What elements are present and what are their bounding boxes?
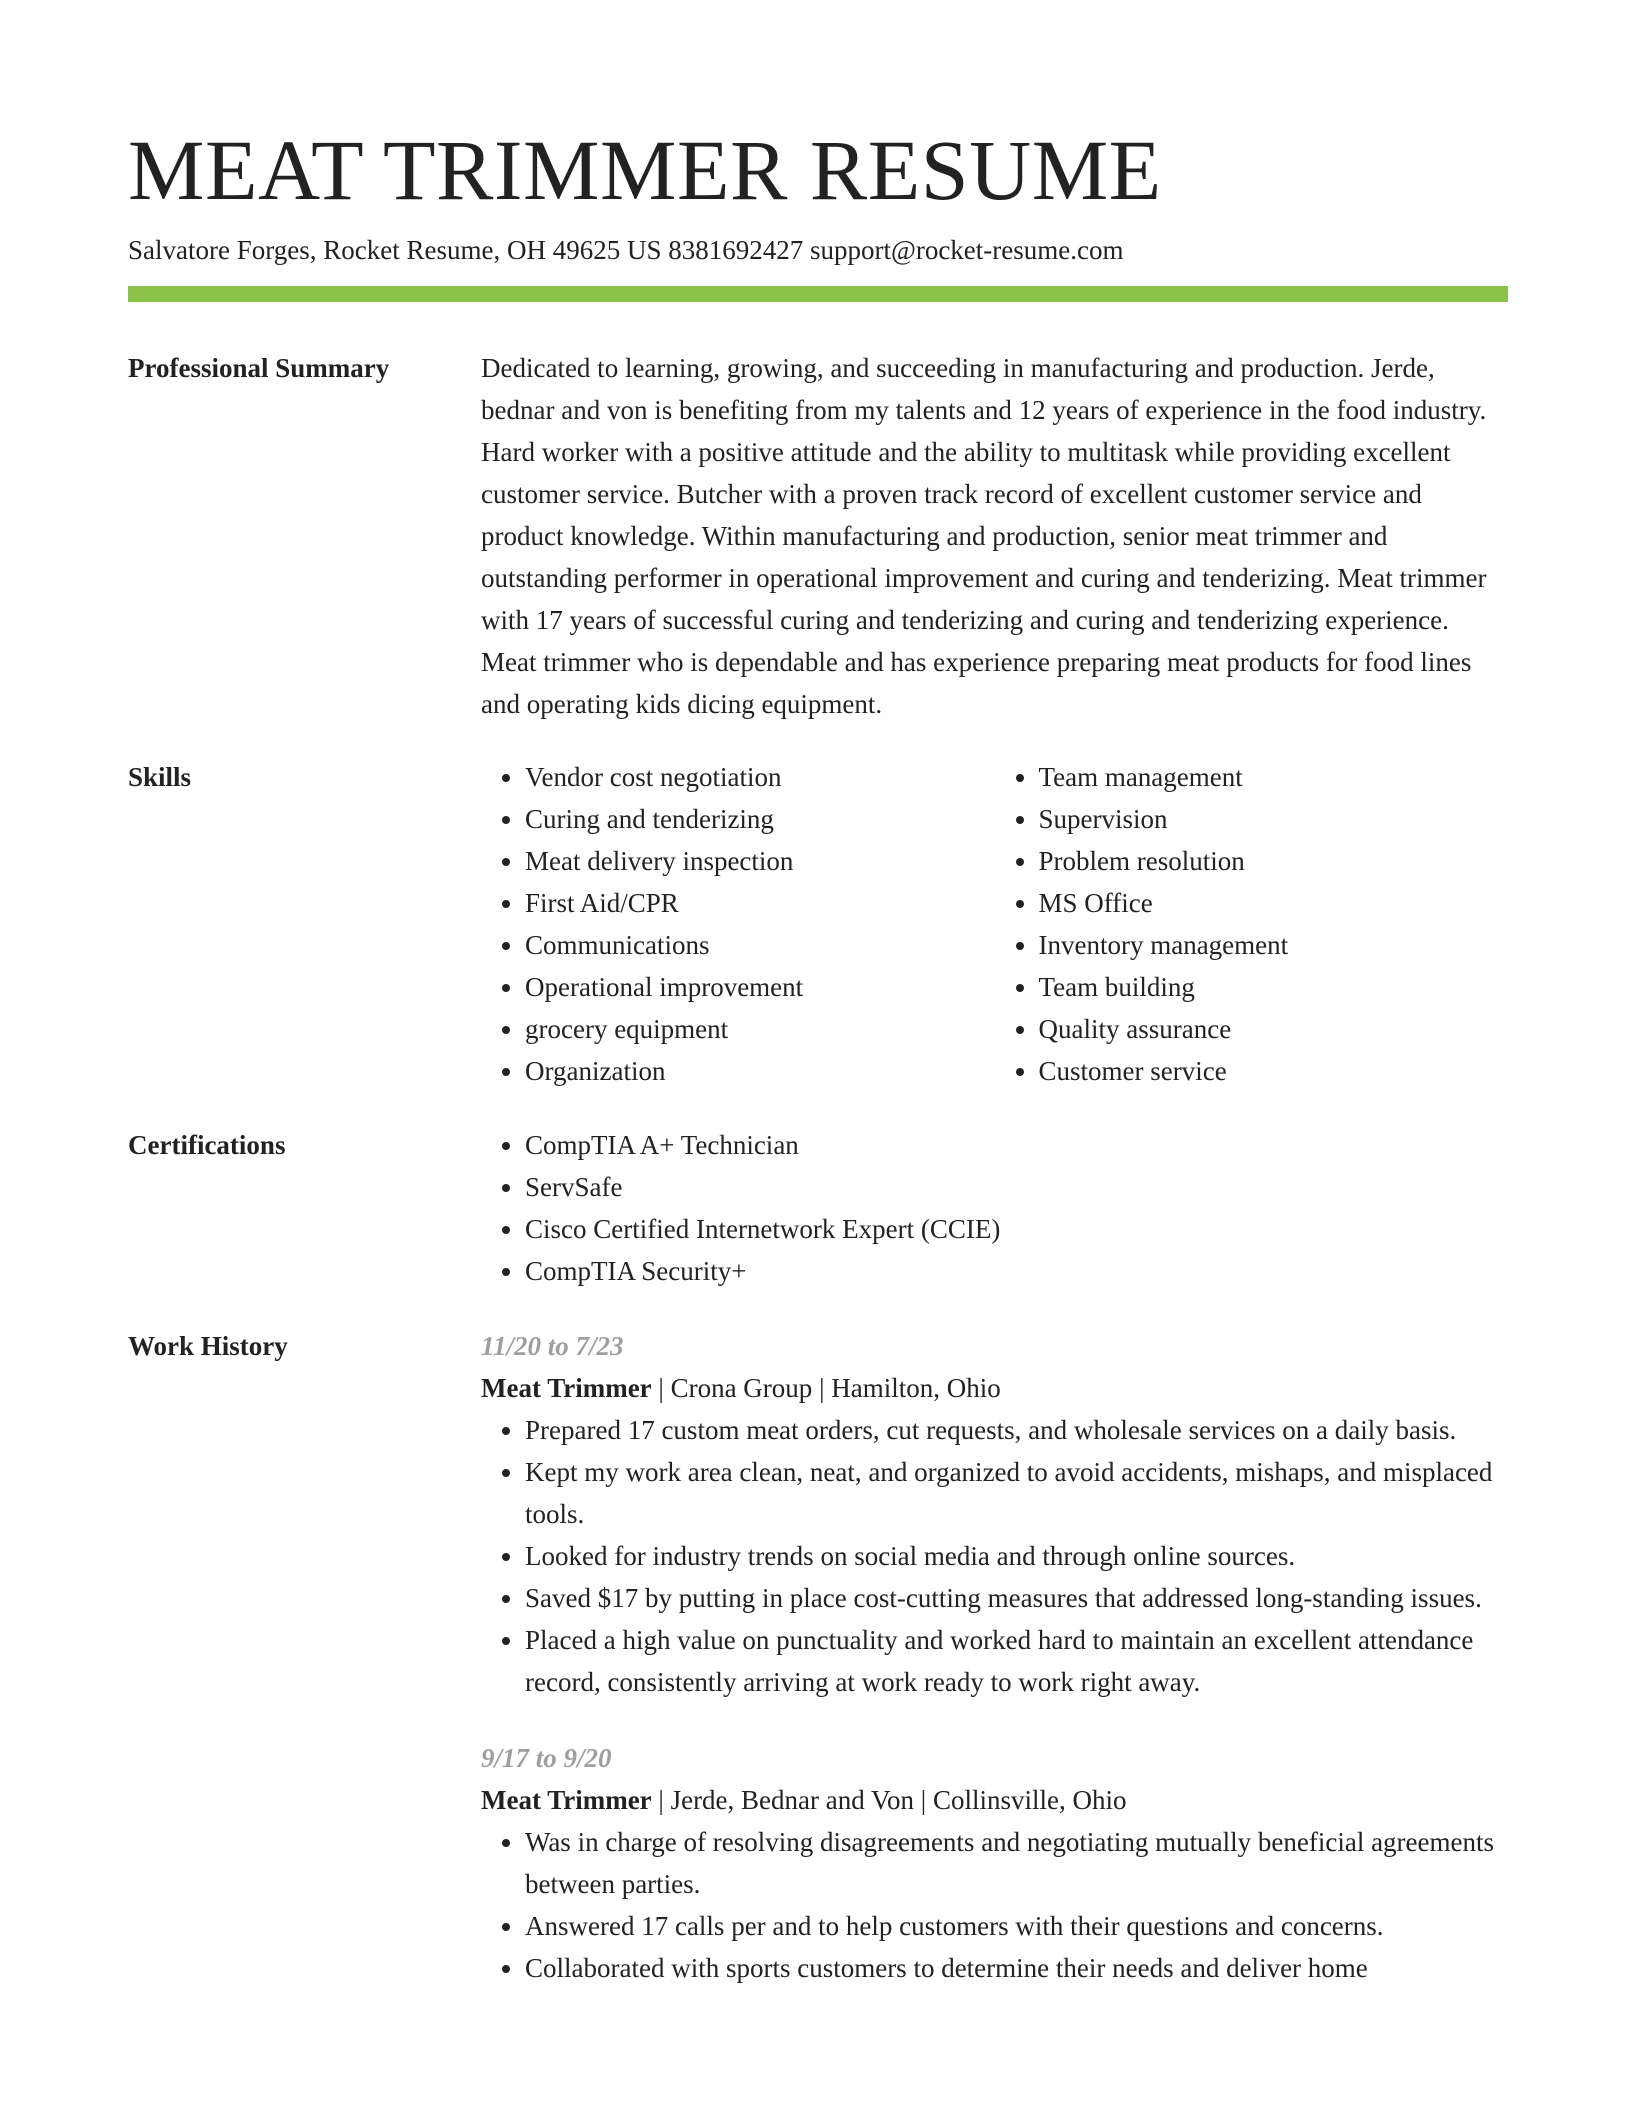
job-duty: • Answered 17 calls per and to help customers with their questions and concerns.	[525, 1905, 1508, 1947]
job-entry	[481, 1325, 1508, 1703]
skill-item: • Meat delivery inspection	[525, 840, 995, 882]
job-company: | Crona Group	[652, 1373, 813, 1403]
certification-item: • CompTIA A+ Technician	[525, 1124, 1508, 1166]
skills-list-left	[481, 756, 995, 1092]
skill-item: • grocery equipment	[525, 1008, 995, 1050]
skill-item: • Communications	[525, 924, 995, 966]
job-heading	[481, 1367, 1508, 1409]
skill-item: • First Aid/CPR	[525, 882, 995, 924]
job-duty: • Prepared 17 custom meat orders, cut requests, and wholesale services on a daily basis.	[525, 1409, 1508, 1451]
skills-columns	[481, 756, 1508, 1092]
certification-item: • CompTIA Security+	[525, 1250, 1508, 1292]
skill-item: • MS Office	[1039, 882, 1509, 924]
resume-title: MEAT TRIMMER RESUME	[128, 122, 1162, 218]
contact-email: support@rocket-resume.com	[809, 235, 1124, 265]
job-duties-list	[481, 1409, 1508, 1703]
skill-item: • Quality assurance	[1039, 1008, 1509, 1050]
skill-item: • Customer service	[1039, 1050, 1509, 1092]
summary-label: Professional Summary	[128, 353, 390, 383]
job-company: | Jerde, Bednar and Von	[652, 1785, 914, 1815]
job-duty: • Collaborated with sports customers to determine their needs and deliver home	[525, 1947, 1508, 1989]
certifications-list	[481, 1124, 1508, 1292]
job-location: | Collinsville, Ohio	[914, 1785, 1126, 1815]
contact-state-zip: OH 49625 US	[506, 235, 662, 265]
skills-body	[481, 756, 1508, 1092]
skills-label: Skills	[128, 762, 192, 792]
certifications-body	[481, 1124, 1508, 1292]
work-history-body	[481, 1325, 1508, 1989]
skill-item: • Supervision	[1039, 798, 1509, 840]
job-duty: • Saved $17 by putting in place cost-cutting measures that addressed long-standing issues.	[525, 1577, 1508, 1619]
job-heading	[481, 1779, 1508, 1821]
certifications-label: Certifications	[128, 1130, 286, 1160]
summary-text: Dedicated to learning, growing, and succeeding in manufacturing and production. Jerde, bednar and von is benefiting from my talents and 12 years of experience in the food industry. Hard worker with a positive attitude and the ability to multitask while providing excellent customer service. Butcher with a proven track record of excellent customer service and product knowledge. Within manufacturing and production, senior meat trimmer and outstanding performer in operational improvement and curing and tenderizing. Meat trimmer with 17 years of successful curing and tenderizing and curing and tenderizing experience. Meat trimmer who is dependable and has experience preparing meat products for food lines and operating kids dicing equipment.	[481, 353, 1487, 719]
work-history-label: Work History	[128, 1331, 288, 1361]
skill-item: • Problem resolution	[1039, 840, 1509, 882]
skill-item: • Team management	[1039, 756, 1509, 798]
job-dates: 11/20 to 7/23	[481, 1331, 624, 1361]
job-duty: • Looked for industry trends on social media and through online sources.	[525, 1535, 1508, 1577]
skills-list-right	[995, 756, 1509, 1092]
skill-item: • Organization	[525, 1050, 995, 1092]
job-dates: 9/17 to 9/20	[481, 1743, 612, 1773]
job-title: Meat Trimmer	[481, 1373, 652, 1403]
certification-item: • Cisco Certified Internetwork Expert (CCIE)	[525, 1208, 1508, 1250]
skill-item: • Operational improvement	[525, 966, 995, 1008]
skill-item: • Vendor cost negotiation	[525, 756, 995, 798]
job-duty: • Was in charge of resolving disagreements and negotiating mutually beneficial agreements between parties.	[525, 1821, 1508, 1905]
job-duty: • Placed a high value on punctuality and worked hard to maintain an excellent attendance record, consistently arriving at work ready to work right away.	[525, 1619, 1508, 1703]
contact-city: Rocket Resume,	[323, 235, 501, 265]
skill-item: • Team building	[1039, 966, 1509, 1008]
certification-item: • ServSafe	[525, 1166, 1508, 1208]
contact-line	[128, 230, 1124, 270]
job-title: Meat Trimmer	[481, 1785, 652, 1815]
skill-item: • Inventory management	[1039, 924, 1509, 966]
job-entry	[481, 1737, 1508, 1989]
contact-phone: 8381692427	[668, 235, 804, 265]
contact-name: Salvatore Forges,	[128, 235, 317, 265]
skill-item: • Curing and tenderizing	[525, 798, 995, 840]
summary-body	[481, 347, 1508, 725]
job-location: | Hamilton, Ohio	[812, 1373, 1000, 1403]
job-duties-list	[481, 1821, 1508, 1989]
job-duty: • Kept my work area clean, neat, and organized to avoid accidents, mishaps, and misplaced tools.	[525, 1451, 1508, 1535]
header-divider	[128, 286, 1508, 302]
